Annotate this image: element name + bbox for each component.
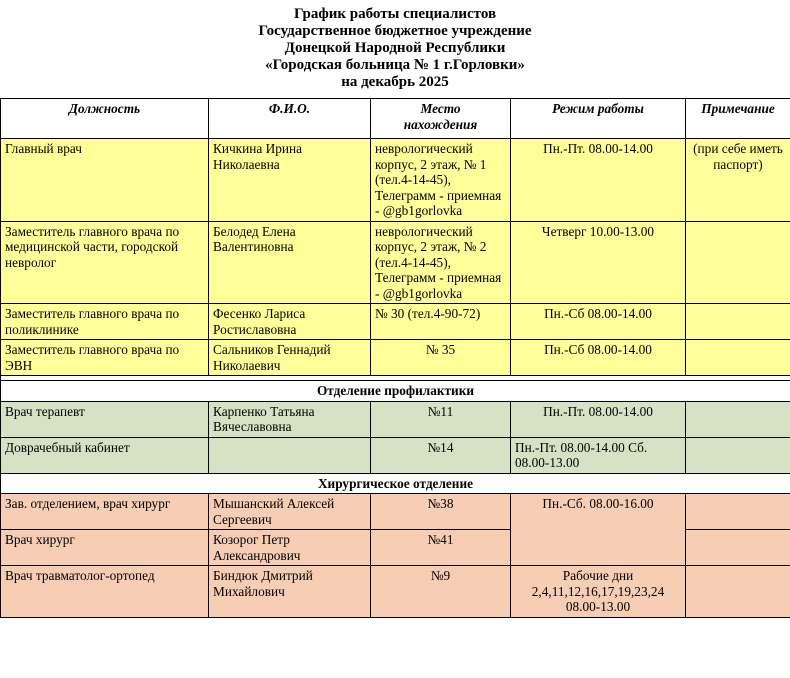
table-body <box>1 139 790 618</box>
section-title-prevention: Отделение профилактики <box>1 381 790 402</box>
cell-fio: Белодед Елена Валентиновна <box>209 221 371 304</box>
cell-position: Врач хирург <box>1 530 209 566</box>
cell-schedule: Пн.-Сб 08.00-14.00 <box>511 340 686 376</box>
cell-note <box>686 530 790 566</box>
cell-fio: Биндюк Дмитрий Михайлович <box>209 566 371 618</box>
title-line-4: «Городская больница № 1 г.Горловки» <box>265 57 525 73</box>
cell-location: № 35 <box>371 340 511 376</box>
section-header-row <box>1 381 790 402</box>
cell-location: № 30 (тел.4-90-72) <box>371 304 511 340</box>
header-location-line1: Место <box>420 101 461 116</box>
table-row <box>1 340 790 376</box>
cell-note <box>686 340 790 376</box>
cell-schedule: Пн.-Сб. 08.00-16.00 <box>511 494 686 566</box>
cell-position: Заместитель главного врача по медицинской части, городской невролог <box>1 221 209 304</box>
cell-note <box>686 494 790 530</box>
cell-schedule: Пн.-Пт. 08.00-14.00 Сб. 08.00-13.00 <box>511 437 686 473</box>
table-row <box>1 304 790 340</box>
cell-location: неврологический корпус, 2 этаж, № 1 (тел.4-14-45), Телеграмм - приемная - @gb1gorlovka <box>371 139 511 222</box>
cell-schedule: Четверг 10.00-13.00 <box>511 221 686 304</box>
cell-fio: Сальников Геннадий Николаевич <box>209 340 371 376</box>
schedule-table <box>0 98 790 618</box>
cell-note <box>686 221 790 304</box>
section-header-row <box>1 473 790 494</box>
title-line-1: График работы специалистов <box>293 6 497 22</box>
header-note: Примечание <box>686 99 790 139</box>
cell-note <box>686 304 790 340</box>
table-row <box>1 494 790 530</box>
table-row <box>1 401 790 437</box>
cell-position: Врач травматолог-ортопед <box>1 566 209 618</box>
cell-schedule: Рабочие дни 2,4,11,12,16,17,19,23,24 08.00-13.00 <box>511 566 686 618</box>
cell-fio: Фесенко Лариса Ростиславовна <box>209 304 371 340</box>
cell-location: №14 <box>371 437 511 473</box>
cell-location: №38 <box>371 494 511 530</box>
cell-position: Заместитель главного врача по ЭВН <box>1 340 209 376</box>
cell-location: №9 <box>371 566 511 618</box>
header-schedule: Режим работы <box>511 99 686 139</box>
header-location-line2: нахождения <box>403 116 478 132</box>
cell-note <box>686 437 790 473</box>
cell-note <box>686 401 790 437</box>
cell-location: №41 <box>371 530 511 566</box>
table-row <box>1 221 790 304</box>
cell-position: Зав. отделением, врач хирург <box>1 494 209 530</box>
cell-fio: Козорог Петр Александрович <box>209 530 371 566</box>
title-line-2: Государственное бюджетное учреждение <box>258 23 532 39</box>
cell-fio: Мышанский Алексей Сергеевич <box>209 494 371 530</box>
cell-note: (при себе иметь паспорт) <box>686 139 790 222</box>
cell-schedule: Пн.-Пт. 08.00-14.00 <box>511 401 686 437</box>
title-line-3: Донецкой Народной Республики <box>284 40 506 56</box>
cell-location: неврологический корпус, 2 этаж, № 2 (тел.4-14-45), Телеграмм - приемная - @gb1gorlovka <box>371 221 511 304</box>
cell-position: Врач терапевт <box>1 401 209 437</box>
header-location <box>371 99 511 139</box>
cell-fio: Карпенко Татьяна Вячеславовна <box>209 401 371 437</box>
table-row <box>1 566 790 618</box>
document-title <box>0 0 790 91</box>
cell-fio: Кичкина Ирина Николаевна <box>209 139 371 222</box>
cell-schedule: Пн.-Пт. 08.00-14.00 <box>511 139 686 222</box>
header-fio: Ф.И.О. <box>209 99 371 139</box>
section-title-surgery: Хирургическое отделение <box>1 473 790 494</box>
cell-fio <box>209 437 371 473</box>
table-row <box>1 437 790 473</box>
cell-position: Доврачебный кабинет <box>1 437 209 473</box>
table-header <box>1 99 790 139</box>
cell-note <box>686 566 790 618</box>
table-row <box>1 139 790 222</box>
cell-position: Заместитель главного врача по поликлинике <box>1 304 209 340</box>
cell-schedule: Пн.-Сб 08.00-14.00 <box>511 304 686 340</box>
cell-location: №11 <box>371 401 511 437</box>
title-line-5: на декабрь 2025 <box>341 74 449 90</box>
header-position: Должность <box>1 99 209 139</box>
cell-position: Главный врач <box>1 139 209 222</box>
